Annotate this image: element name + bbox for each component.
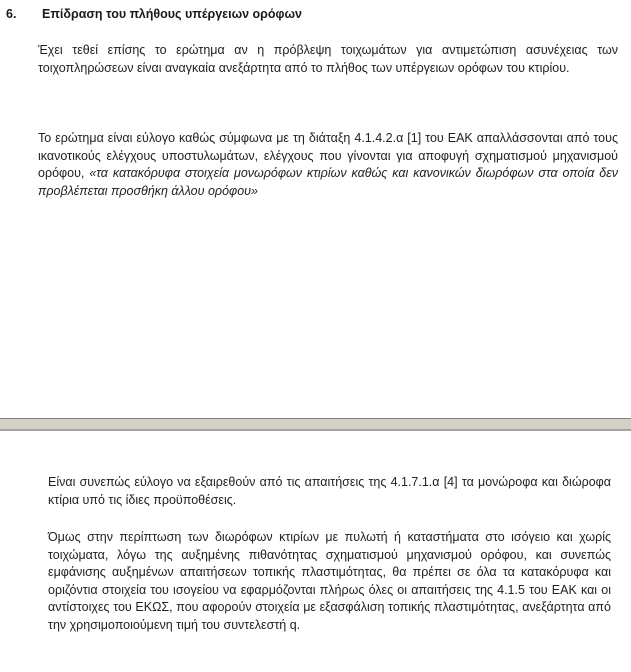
paragraph-requirements: Όμως στην περίπτωση των διωρόφων κτιρίων με πυλωτή ή καταστήματα στο ισόγειο και χωρίς τοιχώματα, λόγω της αυξημένης πιθανότητας σχηματισμού μηχανισμού ορόφου, και συνεπώς εμφάνισης αυξημένων απαιτήσεων τοπικής πλαστιμότητας, θα πρέπει σε όλα τα κατακόρυφα και οριζόντια στοιχεία του ισογείου να εφαρμόζονται πλήρως όλες οι απαιτήσεις της 4.1.5 του ΕΑΚ και οι αντίστοιχες του ΕΚΩΣ, που αφορούν στοιχεία με εξασφάλιση τοπικής πλαστιμότητας, ανεξάρτητα από την χρησιμοποιούμενη τιμή του συντελεστή q. [48, 530, 611, 632]
paragraph-reasoning [38, 130, 618, 200]
paragraph-reasoning-text: Το ερώτημα είναι εύλογο καθώς σύμφωνα με τη διάταξη 4.1.4.2.α [1] του ΕΑΚ απαλλάσσονται από τους ικανοτικούς ελέγχους υποστυλωμάτων, ελέγχους που γίνονται για αποφυγή σχηματισμού μηχανισμού ορόφου, [38, 131, 618, 180]
paragraph-question: Έχει τεθεί επίσης το ερώτημα αν η πρόβλεψη τοιχωμάτων για αντιμετώπιση ασυνέχειας των τοιχοπληρώσεων είναι αναγκαία ανεξάρτητα από το πλήθος των υπέργειων ορόφων του κτιρίου. [38, 43, 618, 75]
paragraph-exemption: Είναι συνεπώς εύλογο να εξαιρεθούν από τις απαιτήσεις της 4.1.7.1.α [4] τα μονώροφα και διώροφα κτίρια υπό τις ίδιες προϋποθέσεις. [48, 475, 611, 507]
section-title: Επίδραση του πλήθους υπέργειων ορόφων [42, 7, 303, 21]
section-number: 6. [6, 7, 17, 21]
quoted-provision: «τα κατακόρυφα στοιχεία μονωρόφων κτιρίων καθώς και κανονικών διωρόφων στα οποία δεν προβλέπεται προσθήκη άλλου ορόφου» [38, 166, 618, 198]
section-heading [6, 7, 606, 21]
page-separator [0, 418, 631, 431]
